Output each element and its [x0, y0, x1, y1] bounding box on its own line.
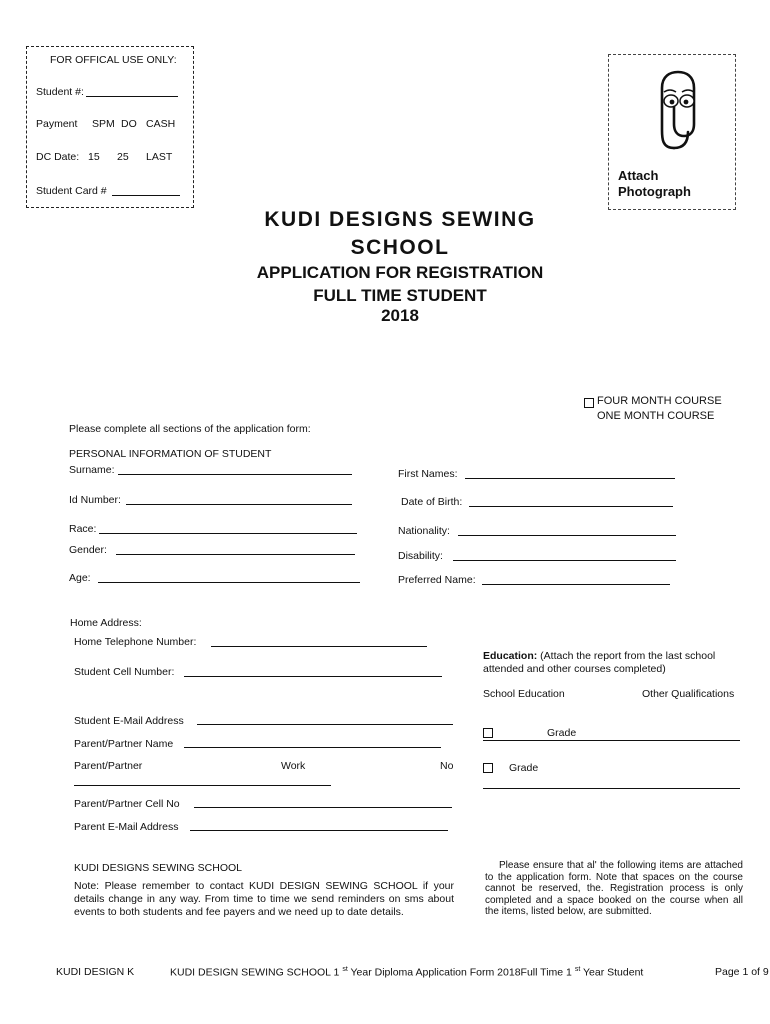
school-title-line2: SCHOOL	[350, 236, 450, 259]
form-title: APPLICATION FOR REGISTRATION	[256, 263, 544, 282]
parent-partner-label: Parent/Partner	[74, 760, 143, 772]
update-details-note: Note: Please remember to contact KUDI DESIGN SEWING SCHOOL if your details change in any way. From time to time we send reminders on sms about events to both students and fee payers and we need up to date details.	[74, 880, 454, 918]
grade-label-2: Grade	[509, 762, 539, 774]
school-title-line1: KUDI DESIGNS SEWING	[264, 208, 536, 231]
dc-date-label: DC Date:	[36, 151, 80, 163]
nationality-label: Nationality:	[398, 525, 450, 537]
form-instructions: Please complete all sections of the application form:	[69, 423, 311, 435]
home-telephone-field[interactable]	[211, 646, 427, 647]
school-education-label: School Education	[483, 688, 565, 700]
office-use-title: FOR OFFICAL USE ONLY:	[50, 54, 177, 66]
student-number-line[interactable]	[86, 96, 178, 97]
student-email-field[interactable]	[197, 724, 453, 725]
education-intro	[483, 650, 715, 662]
preferred-name-label: Preferred Name:	[398, 574, 476, 586]
parent-work-field[interactable]	[74, 785, 331, 786]
paperclip-mascot-icon	[650, 66, 706, 152]
student-card-label: Student Card #	[36, 185, 107, 197]
photo-label-attach: Attach	[618, 168, 659, 183]
footer-student: Year Student	[583, 966, 644, 979]
form-subtitle: FULL TIME STUDENT	[313, 286, 487, 305]
footer-left: KUDI DESIGN K	[56, 966, 135, 978]
footer-page: Page 1 of 9	[715, 966, 769, 978]
footer-form: Year Diploma Application Form 2018Full Time 1	[350, 966, 572, 979]
home-telephone-label: Home Telephone Number:	[74, 636, 197, 648]
personal-info-heading: PERSONAL INFORMATION OF STUDENT	[69, 448, 272, 460]
student-card-line[interactable]	[112, 195, 180, 196]
parent-email-field[interactable]	[190, 830, 448, 831]
required-items-note: Please ensure that al' the following items are attached to the application form. Note that spaces on the course cannot be reserved, the. Registration process is only completed and a space booked on the course when all the items, listed below, are submitted.	[485, 860, 743, 917]
dc-date-option-15[interactable]: 15	[88, 151, 100, 163]
payment-option-spm[interactable]: SPM	[92, 118, 115, 130]
dc-date-option-25[interactable]: 25	[117, 151, 129, 163]
education-note-line2: attended and other courses completed)	[483, 663, 666, 675]
grade-field-2[interactable]	[483, 788, 740, 789]
gender-label: Gender:	[69, 544, 107, 556]
one-month-course-label: ONE MONTH COURSE	[597, 410, 715, 422]
parent-work-label: Work	[281, 760, 306, 772]
gender-field[interactable]	[116, 554, 355, 555]
parent-cell-field[interactable]	[194, 807, 452, 808]
preferred-name-field[interactable]	[482, 584, 670, 585]
date-of-birth-field[interactable]	[469, 506, 673, 507]
first-names-label: First Names:	[398, 468, 458, 480]
first-names-field[interactable]	[465, 478, 675, 479]
grade-label-1: Grade	[547, 727, 577, 739]
four-month-course-label: FOUR MONTH COURSE	[597, 395, 722, 407]
other-qualifications-checkbox[interactable]	[483, 763, 493, 773]
student-cell-field[interactable]	[184, 676, 442, 677]
id-number-field[interactable]	[126, 504, 352, 505]
education-note-line1: (Attach the report from the last school	[540, 650, 716, 662]
footer-center	[170, 966, 643, 979]
footer-sup-2: st	[574, 966, 581, 973]
home-address-label: Home Address:	[70, 617, 142, 629]
footer-school: KUDI DESIGN SEWING SCHOOL 1	[170, 966, 340, 979]
date-of-birth-label: Date of Birth:	[401, 496, 463, 508]
parent-name-field[interactable]	[184, 747, 441, 748]
education-label: Education:	[483, 650, 538, 662]
age-field[interactable]	[98, 582, 360, 583]
payment-label: Payment	[36, 118, 78, 130]
parent-cell-label: Parent/Partner Cell No	[74, 798, 180, 810]
photo-label-photograph: Photograph	[618, 184, 691, 199]
race-label: Race:	[69, 523, 97, 535]
parent-email-label: Parent E-Mail Address	[74, 821, 179, 833]
school-name-note: KUDI DESIGNS SEWING SCHOOL	[74, 862, 243, 874]
race-field[interactable]	[99, 533, 357, 534]
student-cell-label: Student Cell Number:	[74, 666, 175, 678]
surname-label: Surname:	[69, 464, 115, 476]
student-number-label: Student #:	[36, 86, 84, 98]
dc-date-option-last[interactable]: LAST	[146, 151, 173, 163]
student-email-label: Student E-Mail Address	[74, 715, 184, 727]
nationality-field[interactable]	[458, 535, 676, 536]
age-label: Age:	[69, 572, 91, 584]
payment-option-cash[interactable]: CASH	[146, 118, 176, 130]
disability-field[interactable]	[453, 560, 676, 561]
school-education-checkbox[interactable]	[483, 728, 493, 738]
grade-field-1[interactable]	[483, 740, 740, 741]
surname-field[interactable]	[118, 474, 352, 475]
four-month-course-checkbox[interactable]	[584, 398, 594, 408]
parent-work-no-label: No	[440, 760, 454, 772]
parent-name-label: Parent/Partner Name	[74, 738, 174, 750]
id-number-label: Id Number:	[69, 494, 121, 506]
other-qualifications-label: Other Qualifications	[642, 688, 735, 700]
payment-option-do[interactable]: DO	[121, 118, 137, 130]
disability-label: Disability:	[398, 550, 443, 562]
form-year: 2018	[381, 306, 419, 325]
footer-sup-1: st	[342, 966, 348, 973]
